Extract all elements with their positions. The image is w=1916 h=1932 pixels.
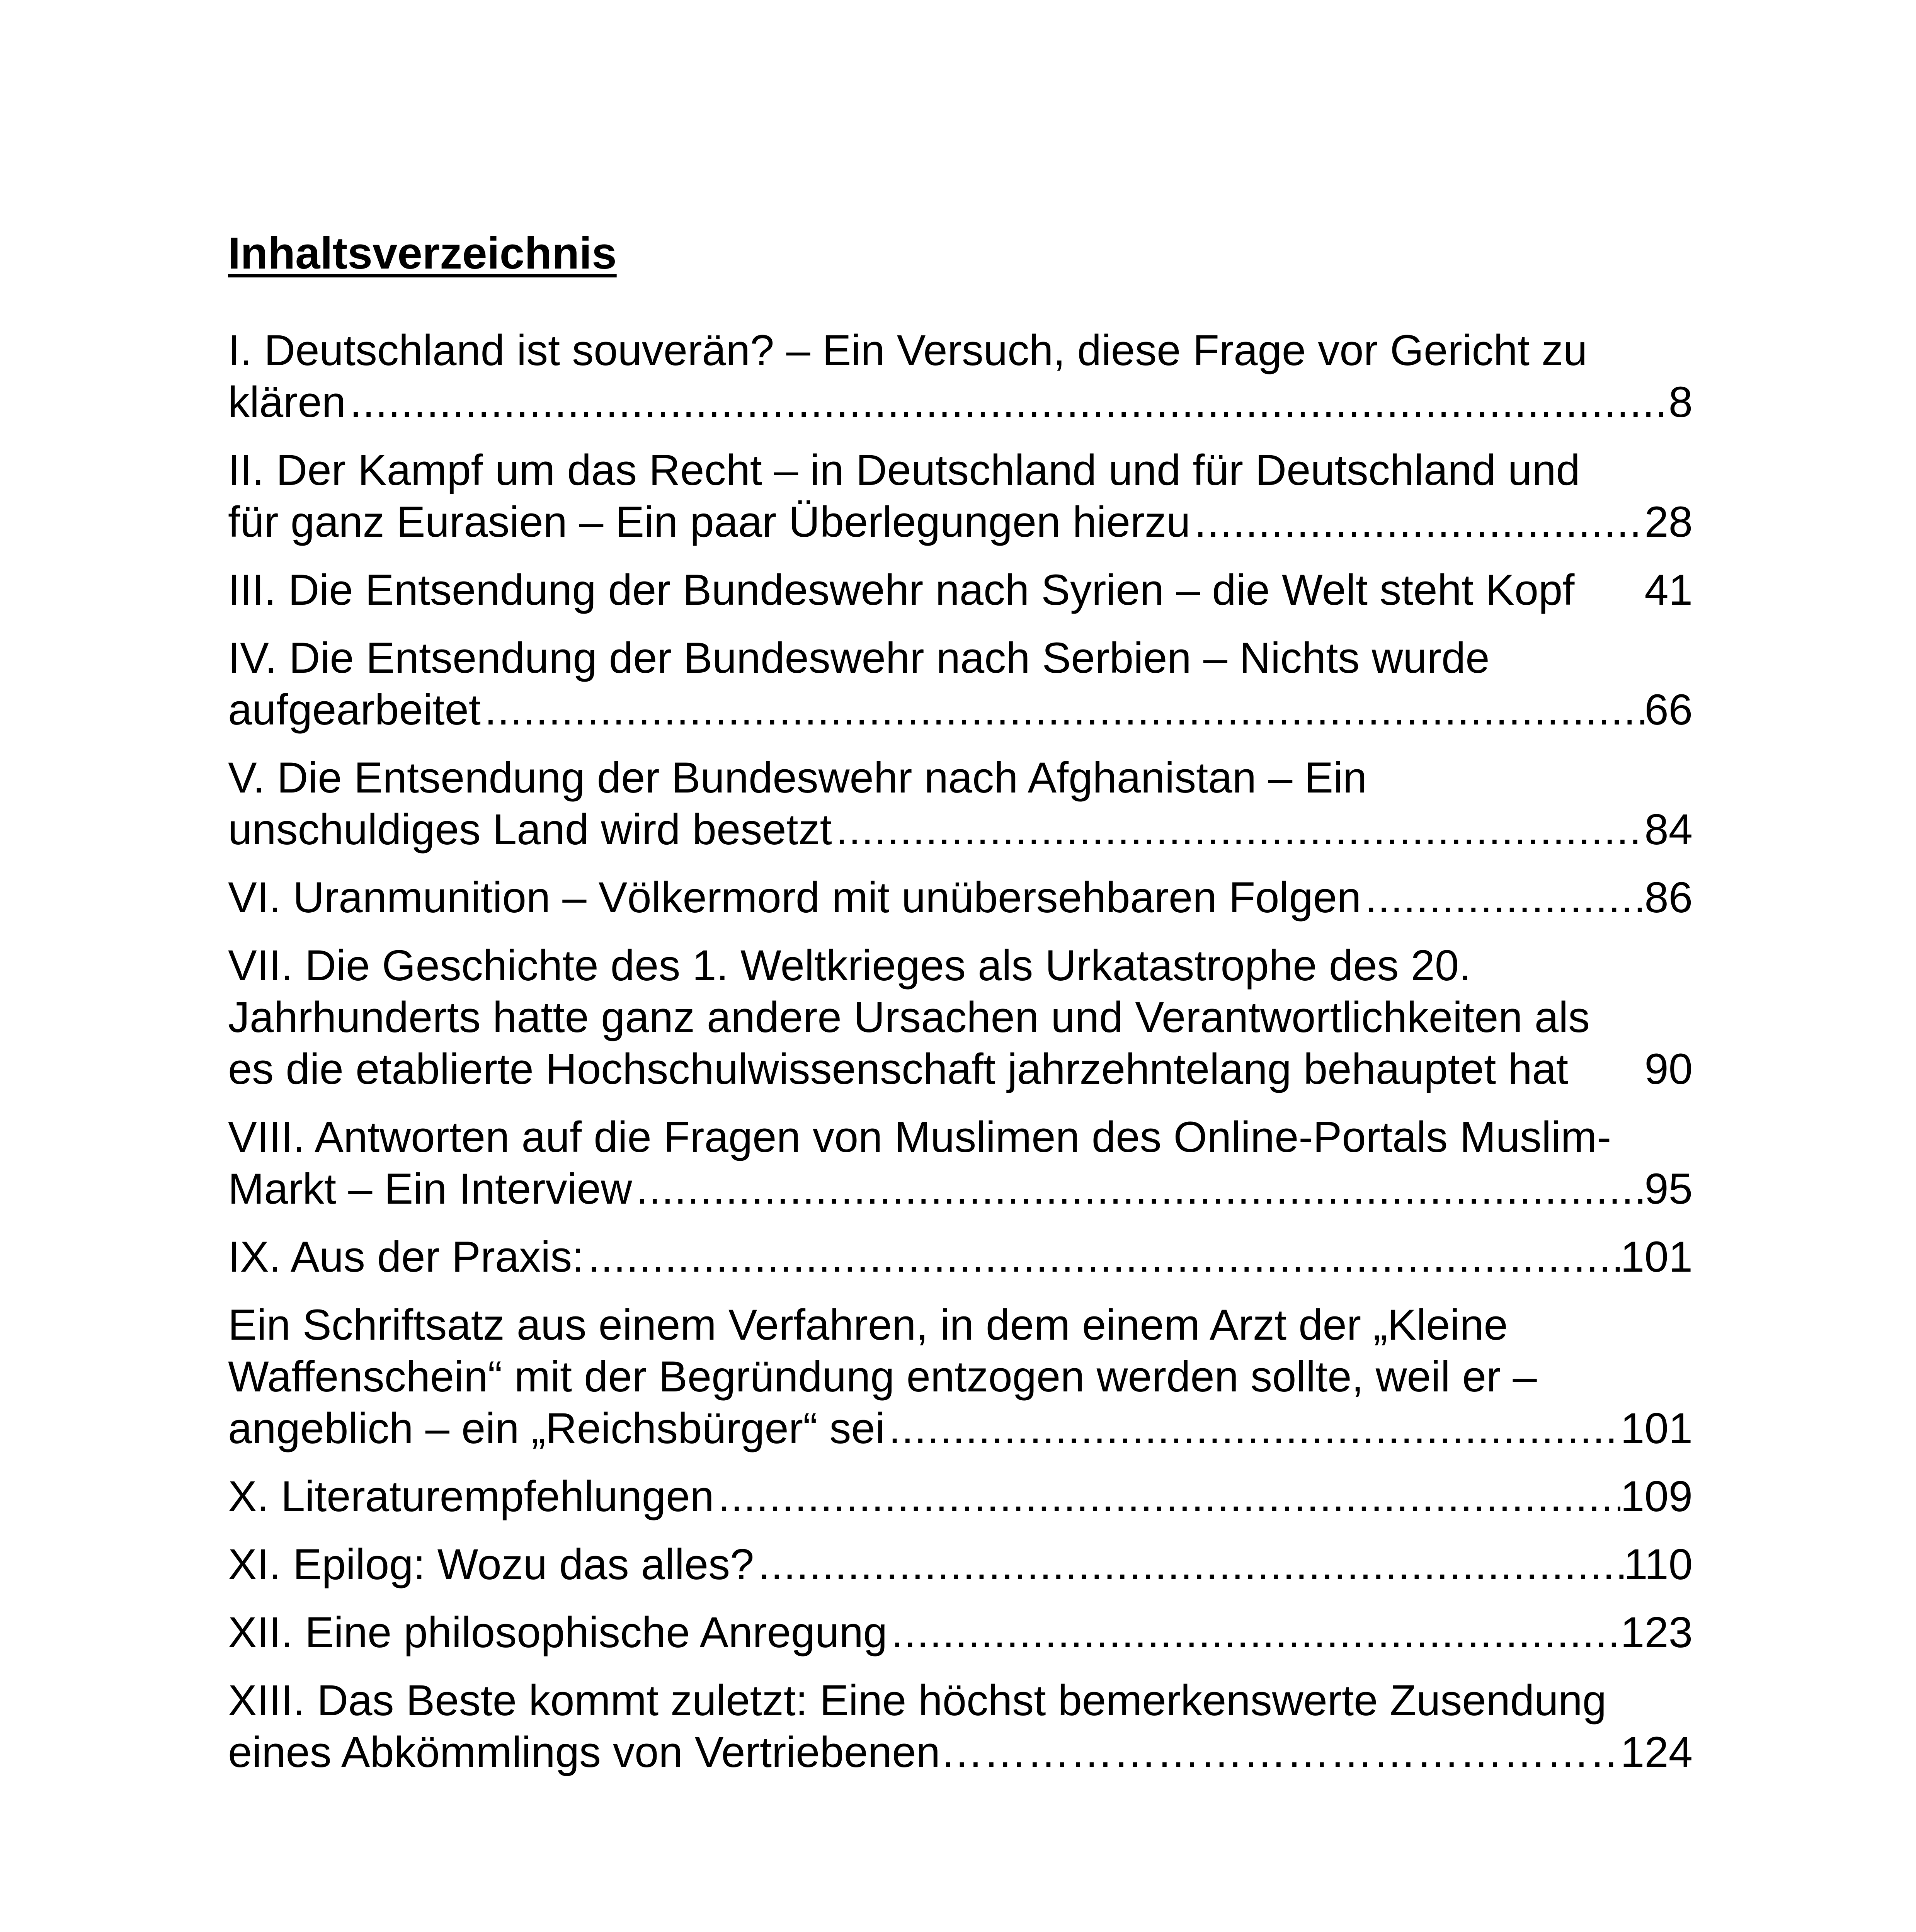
toc-entry-page: 41 — [1644, 566, 1693, 614]
toc-entry-8 — [228, 1111, 1693, 1215]
toc-entry-page: 124 — [1620, 1728, 1693, 1776]
toc-entry-title: unschuldiges Land wird besetzt — [228, 805, 832, 854]
toc-entry-page: 123 — [1620, 1608, 1693, 1656]
toc-entry-line: Waffenschein“ mit der Begründung entzogen werden sollte, weil er – — [228, 1352, 1537, 1401]
toc-entry-title: für ganz Eurasien – Ein paar Überlegungen hierzu — [228, 498, 1191, 546]
toc-entry-13 — [228, 1607, 1693, 1658]
dot-leader — [754, 1539, 1623, 1590]
toc-entry-title: XII. Eine philosophische Anregung — [228, 1608, 888, 1656]
toc-entry-6 — [228, 872, 1693, 923]
toc-entry-2 — [228, 444, 1693, 548]
dot-leader — [632, 1163, 1645, 1215]
toc-entry-14 — [228, 1675, 1693, 1778]
dot-leader — [940, 1726, 1620, 1778]
toc-entry-page: 110 — [1623, 1540, 1693, 1588]
toc-entry-title: eines Abkömmlings von Vertriebenen — [228, 1728, 940, 1776]
toc-entry-page: 84 — [1644, 805, 1693, 854]
toc-entry-7 — [228, 940, 1693, 1095]
toc-entry-line: VIII. Antworten auf die Fragen von Muslimen des Online-Portals Muslim- — [228, 1113, 1611, 1161]
toc-entry-title: es die etablierte Hochschulwissenschaft jahrzehntelang behauptet hat — [228, 1045, 1569, 1093]
dot-leader — [584, 1231, 1620, 1283]
toc-entry-page: 95 — [1644, 1165, 1693, 1213]
toc-entry-3 — [228, 564, 1693, 616]
toc-entry-page: 8 — [1668, 378, 1693, 426]
toc-heading: Inhaltsverzeichnis — [228, 228, 617, 278]
toc-entry-page: 86 — [1644, 873, 1693, 922]
toc-entry-title: angeblich – ein „Reichsbürger“ sei — [228, 1404, 885, 1452]
toc-entry-line: IV. Die Entsendung der Bundeswehr nach Serbien – Nichts wurde — [228, 634, 1490, 682]
dot-leader — [832, 804, 1645, 855]
toc-entry-line: XIII. Das Beste kommt zuletzt: Eine höchst bemerkenswerte Zusendung — [228, 1676, 1606, 1725]
toc-entry-line: II. Der Kampf um das Recht – in Deutschland und für Deutschland und — [228, 446, 1580, 494]
toc-entry-11 — [228, 1471, 1693, 1522]
toc-entry-page: 101 — [1620, 1404, 1693, 1452]
toc-entry-title: VI. Uranmunition – Völkermord mit unübersehbaren Folgen — [228, 873, 1361, 922]
toc-entry-page: 109 — [1620, 1472, 1693, 1520]
dot-leader — [885, 1403, 1621, 1454]
toc-entry-line: V. Die Entsendung der Bundeswehr nach Afghanistan – Ein — [228, 753, 1367, 802]
toc-entry-5 — [228, 752, 1693, 855]
toc-entry-page: 28 — [1644, 498, 1693, 546]
toc-entry-line: VII. Die Geschichte des 1. Weltkrieges als Urkatastrophe des 20. — [228, 941, 1471, 990]
toc-entry-9 — [228, 1231, 1693, 1283]
toc-entry-12 — [228, 1539, 1693, 1590]
toc-entry-4 — [228, 632, 1693, 736]
toc-entry-title: klären — [228, 378, 346, 426]
dot-leader — [481, 684, 1645, 736]
toc-entry-line: Jahrhunderts hatte ganz andere Ursachen und Verantwortlichkeiten als — [228, 993, 1590, 1041]
toc-entry-title: aufgearbeitet — [228, 685, 481, 734]
toc-entry-10 — [228, 1299, 1693, 1454]
toc-entry-1 — [228, 325, 1693, 428]
dot-leader — [1361, 872, 1644, 923]
toc-entry-page: 90 — [1644, 1045, 1693, 1093]
dot-leader — [887, 1607, 1620, 1658]
toc-entry-title: Markt – Ein Interview — [228, 1165, 632, 1213]
toc-entry-title: IX. Aus der Praxis: — [228, 1233, 584, 1281]
toc-entry-line: I. Deutschland ist souverän? – Ein Versuch, diese Frage vor Gericht zu — [228, 326, 1588, 374]
table-of-contents — [228, 325, 1693, 1794]
dot-leader — [346, 376, 1669, 428]
toc-entry-page: 101 — [1620, 1233, 1693, 1281]
toc-entry-line: Ein Schriftsatz aus einem Verfahren, in dem einem Arzt der „Kleine — [228, 1301, 1508, 1349]
toc-entry-page: 66 — [1644, 685, 1693, 734]
toc-entry-title: III. Die Entsendung der Bundeswehr nach Syrien – die Welt steht Kopf — [228, 566, 1575, 614]
toc-entry-title: X. Literaturempfehlungen — [228, 1472, 714, 1520]
dot-leader — [1190, 496, 1644, 548]
dot-leader — [714, 1471, 1620, 1522]
toc-entry-title: XI. Epilog: Wozu das alles? — [228, 1540, 754, 1588]
